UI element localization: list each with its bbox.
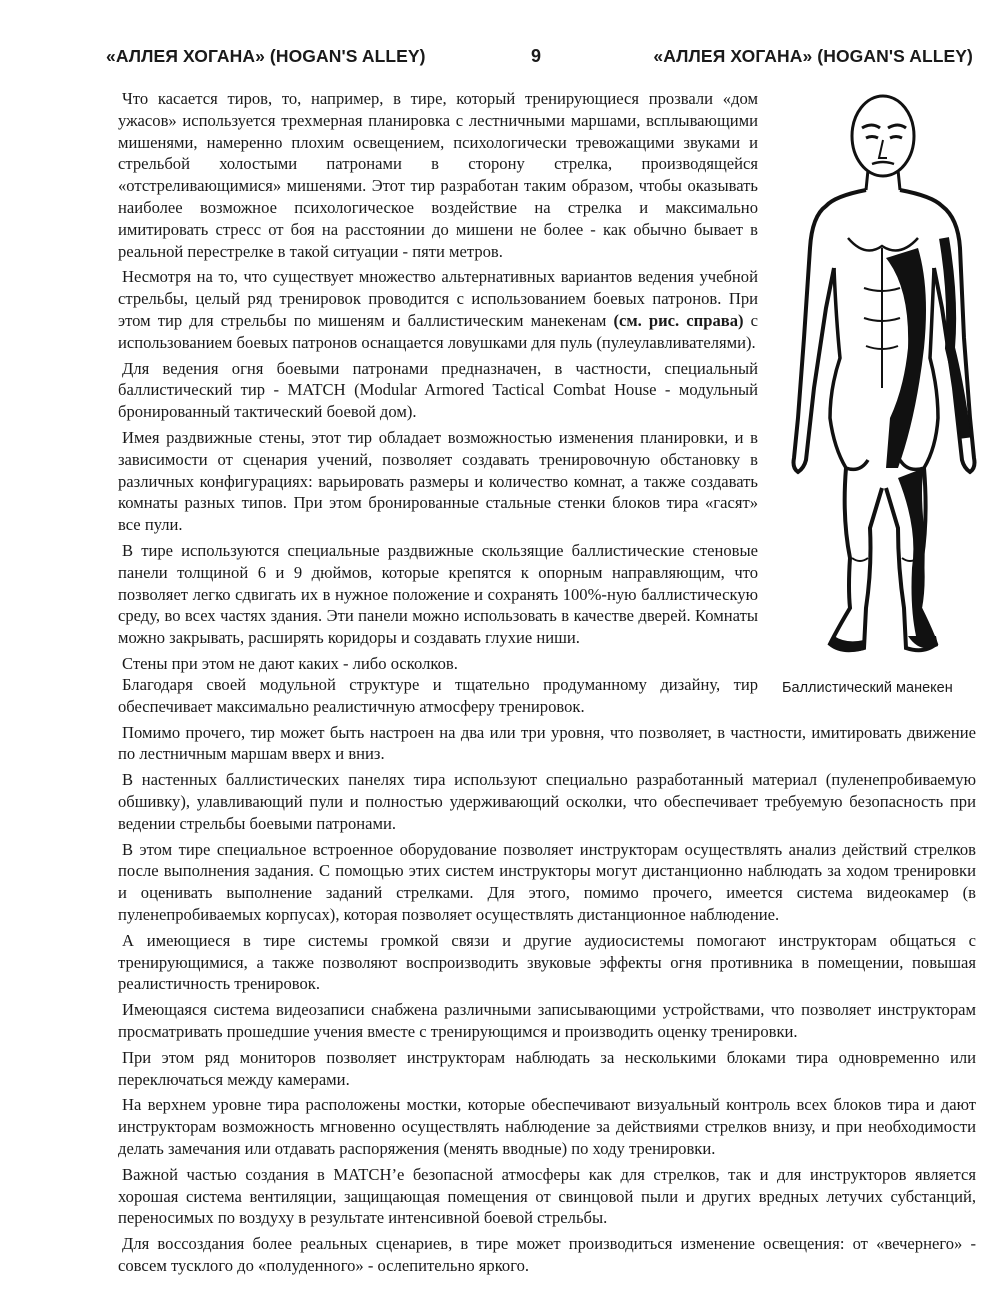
paragraph: Важной частью создания в MATCH’е безопасной атмосферы как для стрелков, так и для инструкторов является хорошая система вентиляции, защищающая помещения от свинцовой пыли и других вредных летучих субстанций, переносимых по воздуху в результате интенсивной боевой стрельбы. xyxy=(118,1164,976,1228)
ballistic-mannequin-figure xyxy=(790,88,980,658)
mannequin-left-arm xyxy=(794,190,867,472)
paragraph: Имеющаяся система видеозаписи снабжена различными записывающими устройствами, что позволяет инструкторам просматривать прошедшие учения вместе с тренирующимся и производить оценку тренировки. xyxy=(118,1000,976,1041)
paragraph: При этом ряд мониторов позволяет инструкторам наблюдать за несколькими блоками тира одновременно или переключаться между камерами. xyxy=(118,1047,976,1089)
paragraph: Благодаря своей модульной структуре и тщательно продуманному дизайну, тир обеспечивает максимально реалистичную атмосферу тренировок. xyxy=(118,675,758,716)
paragraph: А имеющиеся в тире системы громкой связи и другие аудиосистемы помогают инструкторам общаться с тренирующимися, а также позволяют воспроизводить звуковые эффекты огня противника в помещении, повышая реалистичность тренировок. xyxy=(118,930,976,994)
paragraph: Что касается тиров, то, например, в тире, который тренирующиеся прозвали «дом ужасов» используется трехмерная планировка с лестничными маршами, всплывающими мишенями, намеренно плохим освещением, психологически тревожащими звуками и стрельбой холостыми патронами в сторону стрелка, производящейся «отстреливающимися» мишенями. Этот тир разработан таким образом, чтобы оказывать наиболее возможное психологическое воздействие на стрелка и максимально имитировать стресс от боя на расстоянии до мишени не более - как обычно бывает в реальной перестрелке в такой ситуации - пяти метров. xyxy=(118,89,758,261)
full-width-text xyxy=(118,674,976,1281)
paragraph: Для воссоздания более реальных сценариев, в тире может производиться изменение освещения: от «вечернего» - совсем тусклого до «полуденного» - ослепительно яркого. xyxy=(118,1234,976,1275)
paragraph: Для ведения огня боевыми патронами предназначен, в частности, специальный баллистический тир - MATCH (Modular Armored Tactical Combat House - модульный бронированный тактический боевой дом). xyxy=(118,358,758,422)
mannequin-torso-left xyxy=(830,268,868,469)
narrow-text-column xyxy=(118,88,758,679)
mannequin-head xyxy=(852,96,914,176)
mannequin-illustration xyxy=(790,88,980,658)
paragraph: В этом тире специальное встроенное оборудование позволяет инструкторам осуществлять анализ действий стрелков после выполнения задания. С помощью этих систем инструкторы могут дистанционно наблюдать за ходом тренировки и оценивать выполнение заданий стрелками. Для этого, помимо прочего, имеется система видеокамер (в пуленепробиваемых корпусах), которая позволяет осуществлять дистанционное наблюдение. xyxy=(118,839,976,924)
paragraph: Помимо прочего, тир может быть настроен на два или три уровня, что позволяет, в частности, имитировать движение по лестничным маршам вверх и вниз. xyxy=(118,722,976,764)
paragraph: На верхнем уровне тира расположены мостки, которые обеспечивают визуальный контроль всех блоков тира и дают инструкторам возможность мгновенно осуществлять наблюдение за действиями стрелков внизу, и при необходимости делать замечания или отдавать распоряжения (менять вводные) по ходу тренировки. xyxy=(118,1095,976,1158)
paragraph: Имея раздвижные стены, этот тир обладает возможностью изменения планировки, и в зависимости от сценария учений, позволяет создавать тренировочную обстановку в различных конфигурациях: варьировать размеры и количество комнат, а также создавать комнаты разных типов. При этом бронированные стальные стенки блоков тира «гасят» все пули. xyxy=(118,427,758,535)
page-header xyxy=(0,46,1000,76)
figure-reference: (см. рис. справа) xyxy=(613,310,744,330)
paragraph: Несмотря на то, что существует множество альтернативных вариантов ведения учебной стрельбы, целый ряд тренировок проводится с использованием боевых патронов. При этом тир для стрельбы по мишеням и баллистическим манекенам (см. рис. справа) с использованием боевых патронов оснащается ловушками для пуль (пулеулавливателями). xyxy=(118,267,758,352)
mannequin-left-leg xyxy=(830,468,882,650)
paragraph: В тире используются специальные раздвижные скользящие баллистические стеновые панели толщиной 6 и 9 дюймов, которые крепятся к опорным направляющим, что позволяет легко сдвигать их в нужное положение и сохранять 100%-ную баллистическую среду, во всех частях здания. Эти панели можно использовать в качестве дверей. Комнаты можно закрывать, расширять коридоры и создавать глухие ниши. xyxy=(118,540,758,648)
paragraph: В настенных баллистических панелях тира используют специально разработанный материал (пуленепробиваемую обшивку), улавливающий пули и полностью удерживающий осколки, что обеспечивает требуемую безопасность при ведении стрельбы боевыми патронами. xyxy=(118,770,976,833)
page-number: 9 xyxy=(531,46,542,66)
paragraph: Стены при этом не дают каких - либо осколков. xyxy=(122,653,458,673)
figure-caption: Баллистический манекен xyxy=(782,680,953,696)
running-title-right: «АЛЛЕЯ ХОГАНА» (HOGAN'S ALLEY) xyxy=(653,46,973,66)
running-title-left: «АЛЛЕЯ ХОГАНА» (HOGAN'S ALLEY) xyxy=(106,46,426,66)
